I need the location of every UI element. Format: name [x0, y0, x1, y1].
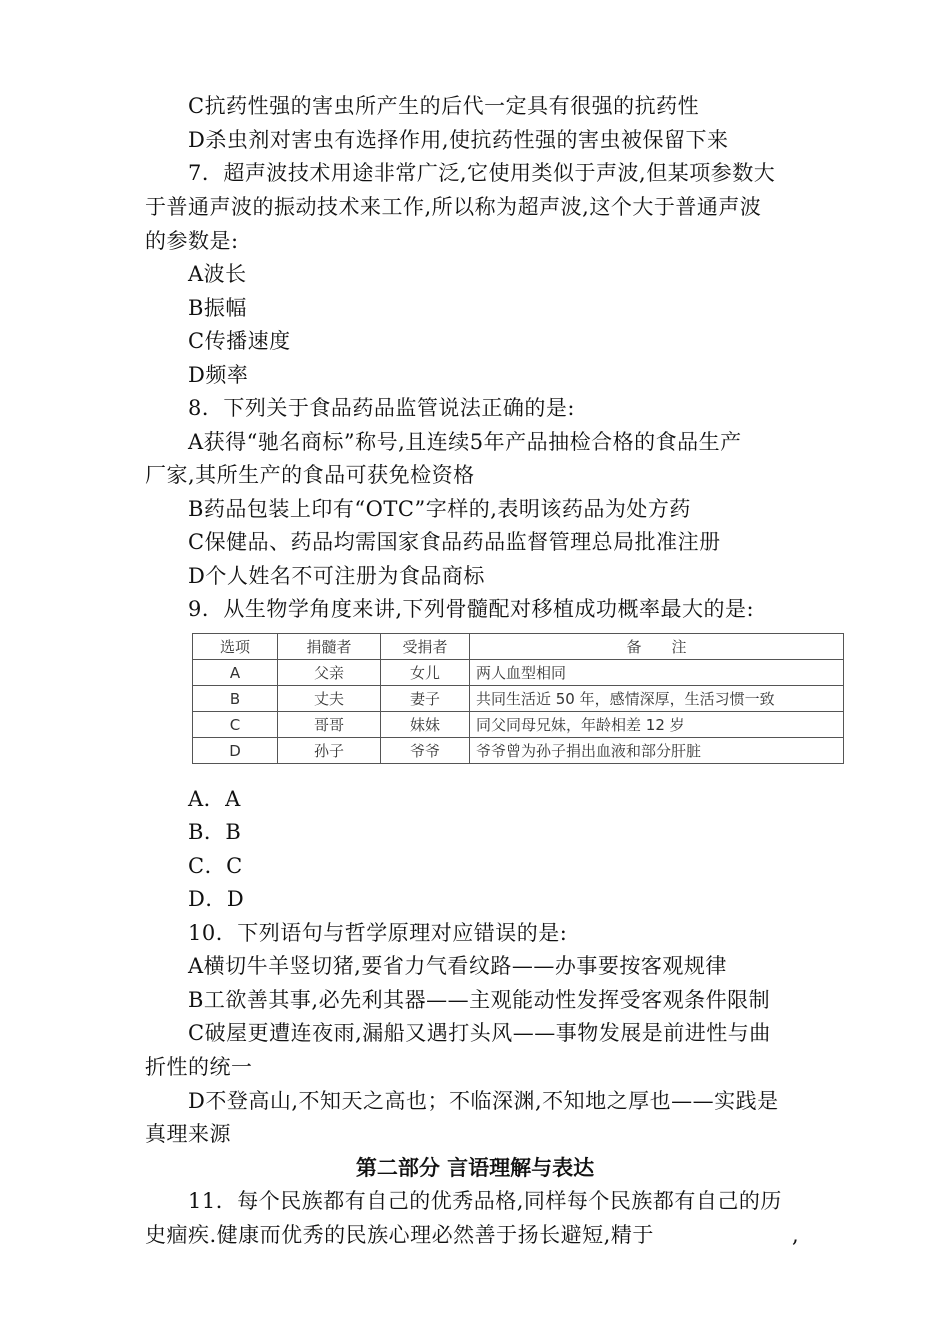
q7-stem-line-2: 于普通声波的振动技术来工作,所以称为超声波,这个大于普通声波: [145, 195, 762, 219]
q9-option-c: C．C: [188, 854, 243, 878]
table-header-cell: 捐髓者: [278, 634, 381, 660]
q9-option-d: D．D: [188, 887, 245, 911]
q7-option-b: B振幅: [188, 296, 247, 320]
table-header-cell: 受捐者: [381, 634, 470, 660]
q7-stem-line-3: 的参数是:: [145, 229, 239, 253]
q10-option-b: B工欲善其事,必先利其器——主观能动性发挥受客观条件限制: [188, 988, 771, 1012]
table-cell: 父亲: [278, 660, 381, 686]
q9-table: [192, 633, 844, 764]
q9-option-b: B．B: [188, 820, 242, 844]
q8-option-a-line-1: A获得“驰名商标”称号,且连续5年产品抽检合格的食品生产: [188, 430, 742, 454]
section-heading: 第二部分 言语理解与表达: [355, 1156, 595, 1180]
table-header-cell: 选项: [193, 634, 278, 660]
table-cell: 共同生活近 50 年，感情深厚，生活习惯一致: [470, 686, 844, 712]
table-cell: 爷爷: [381, 738, 470, 764]
table-cell: 爷爷曾为孙子捐出血液和部分肝脏: [470, 738, 844, 764]
table-cell: 同父同母兄妹，年龄相差 12 岁: [470, 712, 844, 738]
table-cell: 两人血型相同: [470, 660, 844, 686]
q11-stem-line-1: 11．每个民族都有自己的优秀品格,同样每个民族都有自己的历: [188, 1189, 782, 1213]
table-cell: C: [193, 712, 278, 738]
table-header-row: [193, 634, 844, 660]
q10-option-d-line-1: D不登高山,不知天之高也；不临深渊,不知地之厚也——实践是: [188, 1089, 779, 1113]
q7-option-c: C传播速度: [188, 329, 291, 353]
table-cell: 女儿: [381, 660, 470, 686]
q8-option-c: C保健品、药品均需国家食品药品监督管理总局批准注册: [188, 530, 721, 554]
table-header-cell: 备 注: [470, 634, 844, 660]
q10-stem: 10．下列语句与哲学原理对应错误的是:: [188, 921, 568, 945]
q7-option-a: A波长: [188, 262, 247, 286]
q8-option-d: D个人姓名不可注册为食品商标: [188, 564, 485, 588]
q10-option-d-line-2: 真理来源: [145, 1122, 231, 1146]
q9-stem: 9．从生物学角度来讲,下列骨髓配对移植成功概率最大的是:: [188, 597, 755, 621]
table-row: [193, 660, 844, 686]
table-cell: 妹妹: [381, 712, 470, 738]
table-cell: 丈夫: [278, 686, 381, 712]
q10-option-c-line-2: 折性的统一: [145, 1055, 253, 1079]
q8-option-b: B药品包装上印有“OTC”字样的,表明该药品为处方药: [188, 497, 691, 521]
q8-stem: 8．下列关于食品药品监管说法正确的是:: [188, 396, 575, 420]
q6-option-c: C抗药性强的害虫所产生的后代一定具有很强的抗药性: [188, 94, 700, 118]
table-cell: 哥哥: [278, 712, 381, 738]
table-row: [193, 712, 844, 738]
q8-option-a-line-2: 厂家,其所生产的食品可获免检资格: [145, 463, 475, 487]
table-cell: 妻子: [381, 686, 470, 712]
table-cell: A: [193, 660, 278, 686]
q6-option-d: D杀虫剂对害虫有选择作用,使抗药性强的害虫被保留下来: [188, 128, 729, 152]
q10-option-c-line-1: C破屋更遭连夜雨,漏船又遇打头风——事物发展是前进性与曲: [188, 1021, 771, 1045]
table-cell: B: [193, 686, 278, 712]
q9-option-a: A．A: [188, 787, 241, 811]
q7-stem-line-1: 7．超声波技术用途非常广泛,它使用类似于声波,但某项参数大: [188, 161, 776, 185]
table-cell: 孙子: [278, 738, 381, 764]
q10-option-a: A横切牛羊竖切猪,要省力气看纹路——办事要按客观规律: [188, 954, 727, 978]
q7-option-d: D频率: [188, 363, 249, 387]
table-row: [193, 686, 844, 712]
q11-stem-line-2: 史痼疾.健康而优秀的民族心理必然善于扬长避短,精于: [145, 1223, 654, 1247]
table-row: [193, 738, 844, 764]
table-cell: D: [193, 738, 278, 764]
q11-blank-comma: ,: [792, 1223, 800, 1247]
